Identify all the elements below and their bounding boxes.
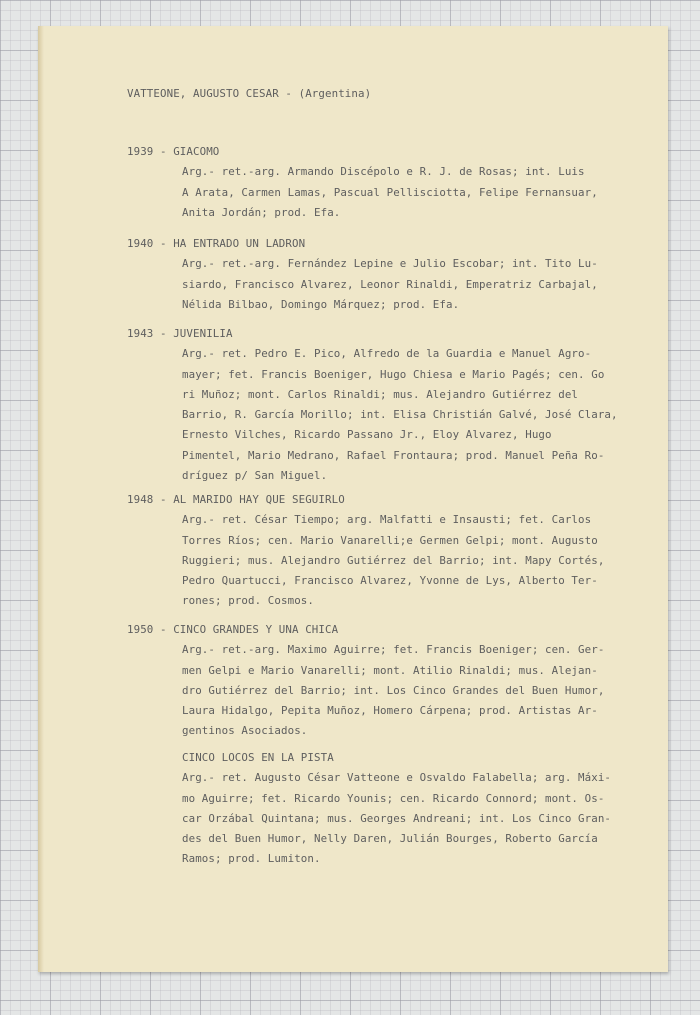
entry-credits <box>127 640 604 741</box>
filmography-entry-1940 <box>127 234 598 315</box>
entry-credits <box>127 162 598 223</box>
credit-line: Ramos; prod. Lumiton. <box>182 852 321 866</box>
entry-credits <box>182 768 611 869</box>
entry-credits <box>127 510 604 611</box>
credit-line: Torres Ríos; cen. Mario Vanarelli;e Germen Gelpi; mont. Augusto <box>182 533 598 547</box>
credit-line: rones; prod. Cosmos. <box>182 594 315 608</box>
credit-line: siardo, Francisco Alvarez, Leonor Rinaldi, Emperatriz Carbajal, <box>182 277 598 291</box>
entry-credits <box>127 254 598 315</box>
document-heading: VATTEONE, AUGUSTO CESAR - (Argentina) <box>127 87 372 100</box>
credit-line: Laura Hidalgo, Pepita Muñoz, Homero Cárpena; prod. Artistas Ar- <box>182 704 598 718</box>
credit-line: Arg.- ret.-arg. Fernández Lepine e Julio Escobar; int. Tito Lu- <box>182 257 598 271</box>
credit-line: mayer; fet. Francis Boeniger, Hugo Chiesa e Mario Pagés; cen. Go <box>182 367 605 381</box>
entry-title: 1950 - CINCO GRANDES Y UNA CHICA <box>127 623 339 636</box>
credit-line: Arg.- ret.-arg. Maximo Aguirre; fet. Francis Boeniger; cen. Ger- <box>182 643 605 657</box>
entry-title: 1948 - AL MARIDO HAY QUE SEGUIRLO <box>127 493 345 506</box>
entry-title: 1943 - JUVENILIA <box>127 327 233 340</box>
paper-edge-shadow <box>38 26 44 972</box>
credit-line: Nélida Bilbao, Domingo Márquez; prod. Efa. <box>182 297 460 311</box>
filmography-entry-1948 <box>127 490 604 612</box>
credit-line: des del Buen Humor, Nelly Daren, Julián Bourges, Roberto García <box>182 832 598 846</box>
entry-title: 1939 - GIACOMO <box>127 145 220 158</box>
credit-line: Barrio, R. García Morillo; int. Elisa Christián Galvé, José Clara, <box>182 408 618 422</box>
credit-line: car Orzábal Quintana; mus. Georges Andreani; int. Los Cinco Gran- <box>182 811 612 825</box>
credit-line: Anita Jordán; prod. Efa. <box>182 205 341 219</box>
credit-line: dro Gutiérrez del Barrio; int. Los Cinco Grandes del Buen Humor, <box>182 683 605 697</box>
credit-line: Ernesto Vilches, Ricardo Passano Jr., Eloy Alvarez, Hugo <box>182 428 552 442</box>
credit-line: Arg.- ret. César Tiempo; arg. Malfatti e Insausti; fet. Carlos <box>182 513 592 527</box>
credit-line: Pedro Quartucci, Francisco Alvarez, Yvonne de Lys, Alberto Ter- <box>182 574 598 588</box>
credit-line: Arg.- ret. Pedro E. Pico, Alfredo de la Guardia e Manuel Agro- <box>182 347 592 361</box>
credit-line: gentinos Asociados. <box>182 724 308 738</box>
credit-line: Ruggieri; mus. Alejandro Gutiérrez del Barrio; int. Mapy Cortés, <box>182 553 605 567</box>
credit-line: ri Muñoz; mont. Carlos Rinaldi; mus. Alejandro Gutiérrez del <box>182 387 579 401</box>
credit-line: men Gelpi e Mario Vanarelli; mont. Atilio Rinaldi; mus. Alejan- <box>182 663 598 677</box>
filmography-entry-1950 <box>127 620 604 742</box>
credit-line: A Arata, Carmen Lamas, Pascual Pellisciotta, Felipe Fernansuar, <box>182 185 598 199</box>
entry-title: CINCO LOCOS EN LA PISTA <box>182 751 334 764</box>
credit-line: Arg.- ret. Augusto César Vatteone e Osvaldo Falabella; arg. Máxi- <box>182 771 612 785</box>
credit-line: dríguez p/ San Miguel. <box>182 469 328 483</box>
entry-credits <box>127 344 618 486</box>
filmography-entry-1950b <box>182 748 611 870</box>
credit-line: Arg.- ret.-arg. Armando Discépolo e R. J. de Rosas; int. Luis <box>182 165 585 179</box>
credit-line: mo Aguirre; fet. Ricardo Younis; cen. Ricardo Connord; mont. Os- <box>182 791 605 805</box>
filmography-entry-1943 <box>127 324 618 486</box>
filmography-entry-1939 <box>127 142 598 223</box>
entry-title: 1940 - HA ENTRADO UN LADRON <box>127 237 306 250</box>
credit-line: Pimentel, Mario Medrano, Rafael Frontaura; prod. Manuel Peña Ro- <box>182 448 605 462</box>
